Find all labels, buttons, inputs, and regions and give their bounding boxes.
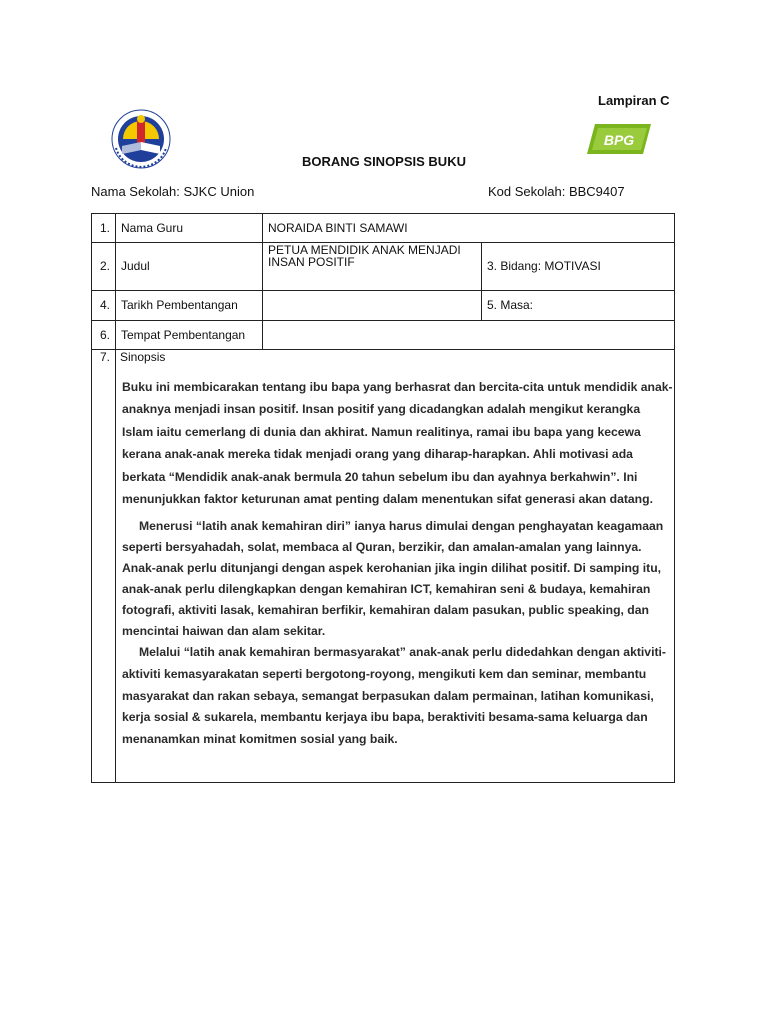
synopsis-paragraph: Menerusi “latih anak kemahiran diri” ianya harus dimulai dengan penghayatan keagamaan seperti bersyahadah, solat, membaca al Quran, berzikir, dan amalan-amalan yang lainnya. Anak-anak perlu ditunjangi dengan aspek kerohanian jika ingin dilihat positif. Di samping itu, anak-anak perlu dilengkapkan dengan kemahiran ICT, kemahiran seni & budaya, kemahiran fotografi, aktiviti lasak, kemahiran berfikir, kemahiran dalam pasukan, public speaking, dan mencintai haiwan dan alam sekitar. — [122, 519, 664, 639]
table-row — [92, 242, 674, 291]
table-row — [92, 290, 674, 321]
presentation-place-label: Tempat Pembentangan — [121, 327, 246, 342]
synopsis-paragraph: Buku ini membicarakan tentang ibu bapa yang berhasrat dan bercita-cita untuk mendidik anak-anaknya menjadi insan positif. Insan positif yang dicadangkan adalah mengikut kerangka Islam iaitu cemerlang di dunia dan akhirat. Namun realitinya, ramai ibu bapa yang kecewa kerana anak-anak mereka tidak menjadi orang yang diharap-harapkan. Ahli motivasi ada berkata “Mendidik anak-anak bermula 20 tahun sebelum ibu dan ayahnya berkahwin”. Ini menunjukkan faktor keturunan amat penting dalam menentukan sifat generasi akan datang. — [122, 380, 673, 507]
field-value: 3. Bidang: MOTIVASI — [487, 259, 601, 273]
book-title-value: PETUA MENDIDIK ANAK MENJADI INSAN POSITIF — [268, 243, 461, 269]
synopsis-form-table — [91, 213, 675, 783]
synopsis-text — [122, 376, 674, 750]
row-number: 7. — [99, 350, 110, 364]
row-number: 1. — [99, 221, 110, 235]
form-title: BORANG SINOPSIS BUKU — [302, 154, 466, 169]
synopsis-paragraph: Melalui “latih anak kemahiran bermasyarakat” anak-anak perlu didedahkan dengan aktiviti-aktiviti kemasyarakatan seperti bergotong-royong, mengikuti kem dan seminar, membantu masyarakat dan rakan sebaya, semangat berpasukan dalam permainan, latihan komunikasi, kerja sosial & sukarela, membantu kerjaya ibu bapa, beraktiviti besama-sama keluarga dan menanamkan minat komitmen sosial yang baik. — [122, 645, 666, 746]
time-label: 5. Masa: — [487, 298, 534, 312]
teacher-name-value: NORAIDA BINTI SAMAWI — [268, 221, 408, 235]
appendix-label: Lampiran C — [598, 93, 670, 108]
row-number: 6. — [99, 327, 110, 342]
presentation-place-value — [262, 320, 481, 349]
synopsis-label: Sinopsis — [120, 350, 166, 364]
bpg-logo-text: BPG — [603, 132, 635, 148]
table-row — [92, 214, 674, 243]
bpg-logo — [585, 121, 653, 157]
school-code: Kod Sekolah: BBC9407 — [488, 184, 625, 199]
presentation-date-label: Tarikh Pembentangan — [121, 298, 238, 312]
presentation-date-value — [262, 290, 481, 320]
teacher-name-label: Nama Guru — [121, 221, 184, 235]
row-number: 2. — [99, 259, 110, 273]
row-number: 4. — [99, 298, 110, 312]
table-row — [92, 320, 674, 350]
title-label: Judul — [121, 259, 150, 273]
school-name: Nama Sekolah: SJKC Union — [91, 184, 255, 199]
